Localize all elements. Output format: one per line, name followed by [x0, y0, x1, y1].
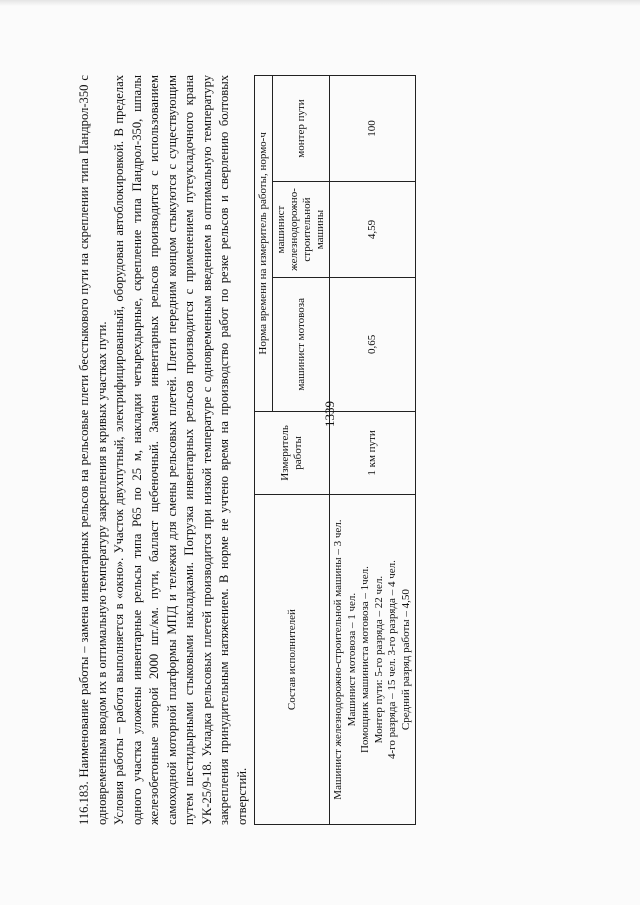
cell-track-fitter: 100	[330, 76, 416, 182]
header-norm-group: Норма времени на измеритель работы, нормо-ч	[255, 76, 273, 412]
page-number: 1339	[322, 401, 337, 427]
header-driver-machine: машинист железнодорожно-строительной машины	[273, 182, 330, 278]
table-row	[330, 76, 416, 825]
header-driver-motovoz: машинист мотовоза	[273, 277, 330, 411]
header-track-fitter: монтер пути	[273, 76, 330, 182]
rotated-content	[76, 75, 436, 825]
header-staff: Состав исполнителей	[255, 495, 330, 825]
header-unit: Измеритель работы	[255, 411, 330, 494]
scan-edge	[0, 0, 640, 6]
cell-unit: 1 км пути	[330, 411, 416, 494]
section-text	[76, 75, 251, 825]
cell-driver-motovoz: 0,65	[330, 277, 416, 411]
work-conditions: Условия работы – работа выполняется в «окно». Участок двухпутный, электрифицированный, оборудован автоблокировкой. В пределах одного участка уложены инвентарные рельсы типа Р65 по 25 м, накладки четырехдырные, скрепление типа Пандрол-350, шпалы железобетонные эпюрой 2000 шт./км. пути, балласт щебеночный. Замена инвентарных рельсов производится с использованием самоходной моторной платформы МПД и тележки для смены рельсовых плетей. Плети передним концом стыкуются с существующим путем шестидырными стыковыми накладками. Погрузка инвентарных рельсов производится с применением путеукладочного крана УК-25/9-18. Укладка рельсовых плетей производится при низкой температуре с одновременным введением в оптимальную температуру закрепления принудительным натяжением. В норме не учтено время на производство работ по резке рельсов и сверлению болтовых отверстий.	[112, 75, 249, 825]
staff-line: Помощник машиниста мотовоза – 1чел.	[359, 566, 371, 754]
cell-driver-machine: 4,59	[330, 182, 416, 278]
staff-line: Средний разряд работы – 4,50	[399, 589, 412, 731]
cell-staff	[330, 495, 416, 825]
table-header-row	[255, 76, 273, 825]
staff-line: Машинист мотовоза – 1 чел.	[345, 592, 358, 727]
staff-line: Монтер пути: 5-го разряда – 22 чел.	[372, 575, 385, 744]
staff-line: 4-го разряда – 15 чел. 3-го разряда – 4 чел.	[386, 560, 398, 760]
section-heading: 116.183. Наименование работы – замена инвентарных рельсов на рельсовые плети бесстыкового пути на скреплении типа Пандрол-350 с одновременным вводом их в оптимальную температуру закрепления в кривых участках пути.	[77, 75, 109, 825]
time-norm-table	[254, 75, 416, 825]
staff-line: Машинист железнодорожно-строительной машины – 3 чел.	[332, 519, 344, 800]
